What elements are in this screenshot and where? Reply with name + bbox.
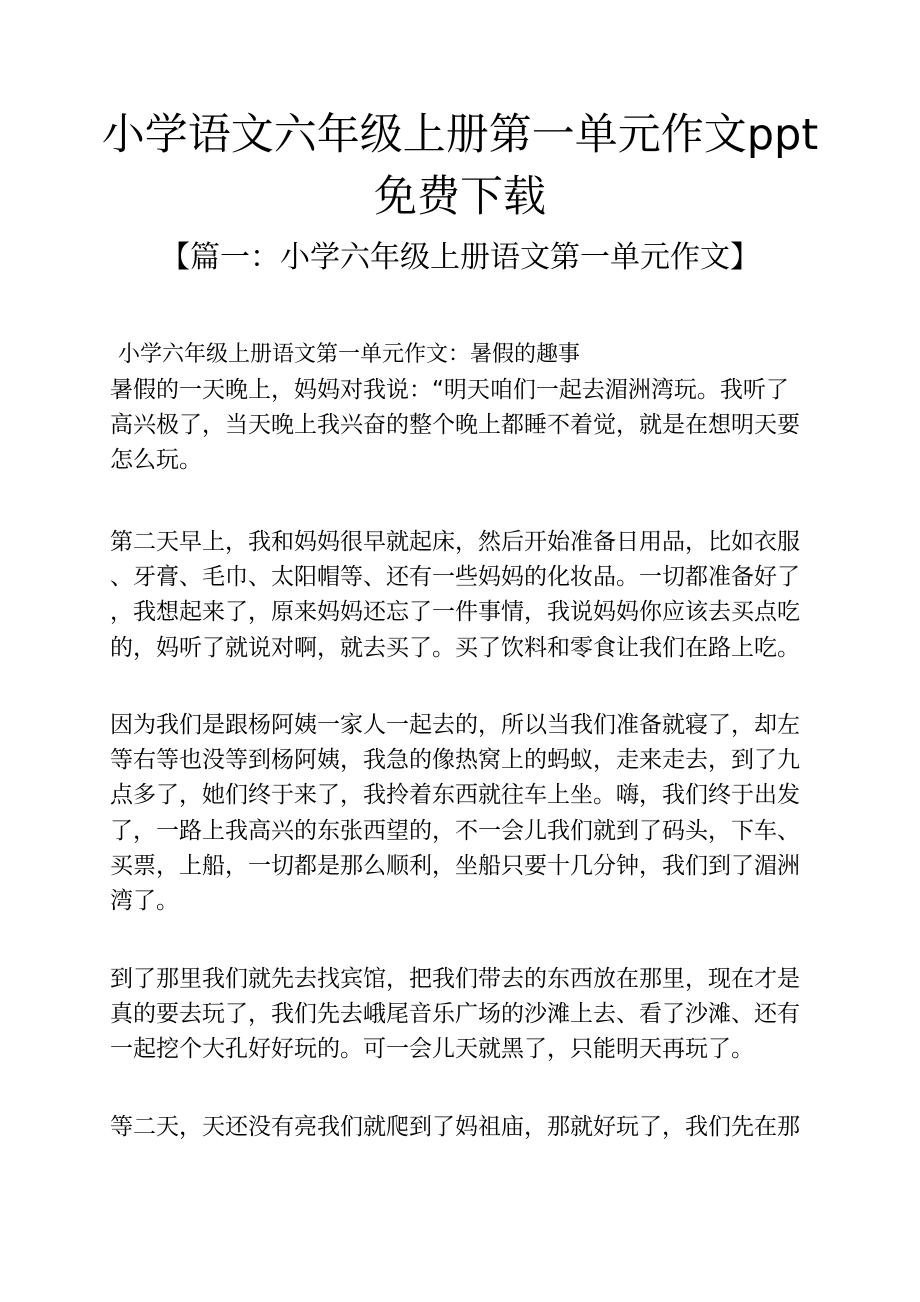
paragraph-line: 怎么玩。 [110, 447, 202, 474]
paragraph-line: 高兴极了，当天晚上我兴奋的整个晚上都睡不着觉，就是在想明天要 [110, 412, 800, 439]
document-title-line-1: 小学语文六年级上册第一单元作文ppt [101, 110, 819, 160]
paragraph-line: 了，一路上我高兴的东张西望的，不一会儿我们就到了码头，下车、 [110, 817, 800, 844]
paragraph-line: 真的要去玩了，我们先去峨尾音乐广场的沙滩上去、看了沙滩、还有 [110, 1001, 800, 1028]
paragraph-5 [110, 1110, 810, 1145]
paragraph-4 [110, 962, 810, 1068]
paragraph-line: 第二天早上，我和妈妈很早就起床，然后开始准备日用品，比如衣服 [110, 529, 800, 555]
paragraph-line: 、牙膏、毛巾、太阳帽等、还有一些妈妈的化妆品。一切都准备好了 [110, 564, 800, 591]
paragraph-line: 等二天，天还没有亮我们就爬到了妈祖庙，那就好玩了，我们先在那 [110, 1114, 800, 1140]
paragraph-line: 因为我们是跟杨阿姨一家人一起去的，所以当我们准备就寝了，却左 [110, 712, 800, 738]
essay-subheading: 小学六年级上册语文第一单元作文：暑假的趣事 [118, 342, 581, 367]
paragraph-line: 一起挖个大孔好好玩的。可一会儿天就黑了，只能明天再玩了。 [110, 1036, 754, 1063]
paragraph-line: 的，妈听了就说对啊，就去买了。买了饮料和零食让我们在路上吃。 [110, 634, 800, 661]
paragraph-line: 湾了。 [110, 888, 179, 915]
paragraph-1 [110, 373, 810, 479]
paragraph-line: 等右等也没等到杨阿姨，我急的像热窝上的蚂蚁，走来走去，到了九 [110, 747, 800, 774]
paragraph-line: 买票，上船，一切都是那么顺利，坐船只要十几分钟，我们到了湄洲 [110, 852, 800, 879]
section-heading: 【篇一：小学六年级上册语文第一单元作文】 [160, 240, 760, 275]
paragraph-2 [110, 525, 810, 666]
paragraph-3 [110, 708, 810, 919]
paragraph-line: 到了那里我们就先去找宾馆，把我们带去的东西放在那里，现在才是 [110, 966, 800, 992]
paragraph-line: 暑假的一天晚上，妈妈对我说：“明天咱们一起去湄洲湾玩。我听了 [110, 377, 789, 403]
document-title-line-2: 免费下载 [374, 172, 546, 222]
paragraph-line: 点多了，她们终于来了，我拎着东西就往车上坐。嗨，我们终于出发 [110, 782, 800, 809]
paragraph-line: ，我想起来了，原来妈妈还忘了一件事情，我说妈妈你应该去买点吃 [110, 599, 800, 626]
